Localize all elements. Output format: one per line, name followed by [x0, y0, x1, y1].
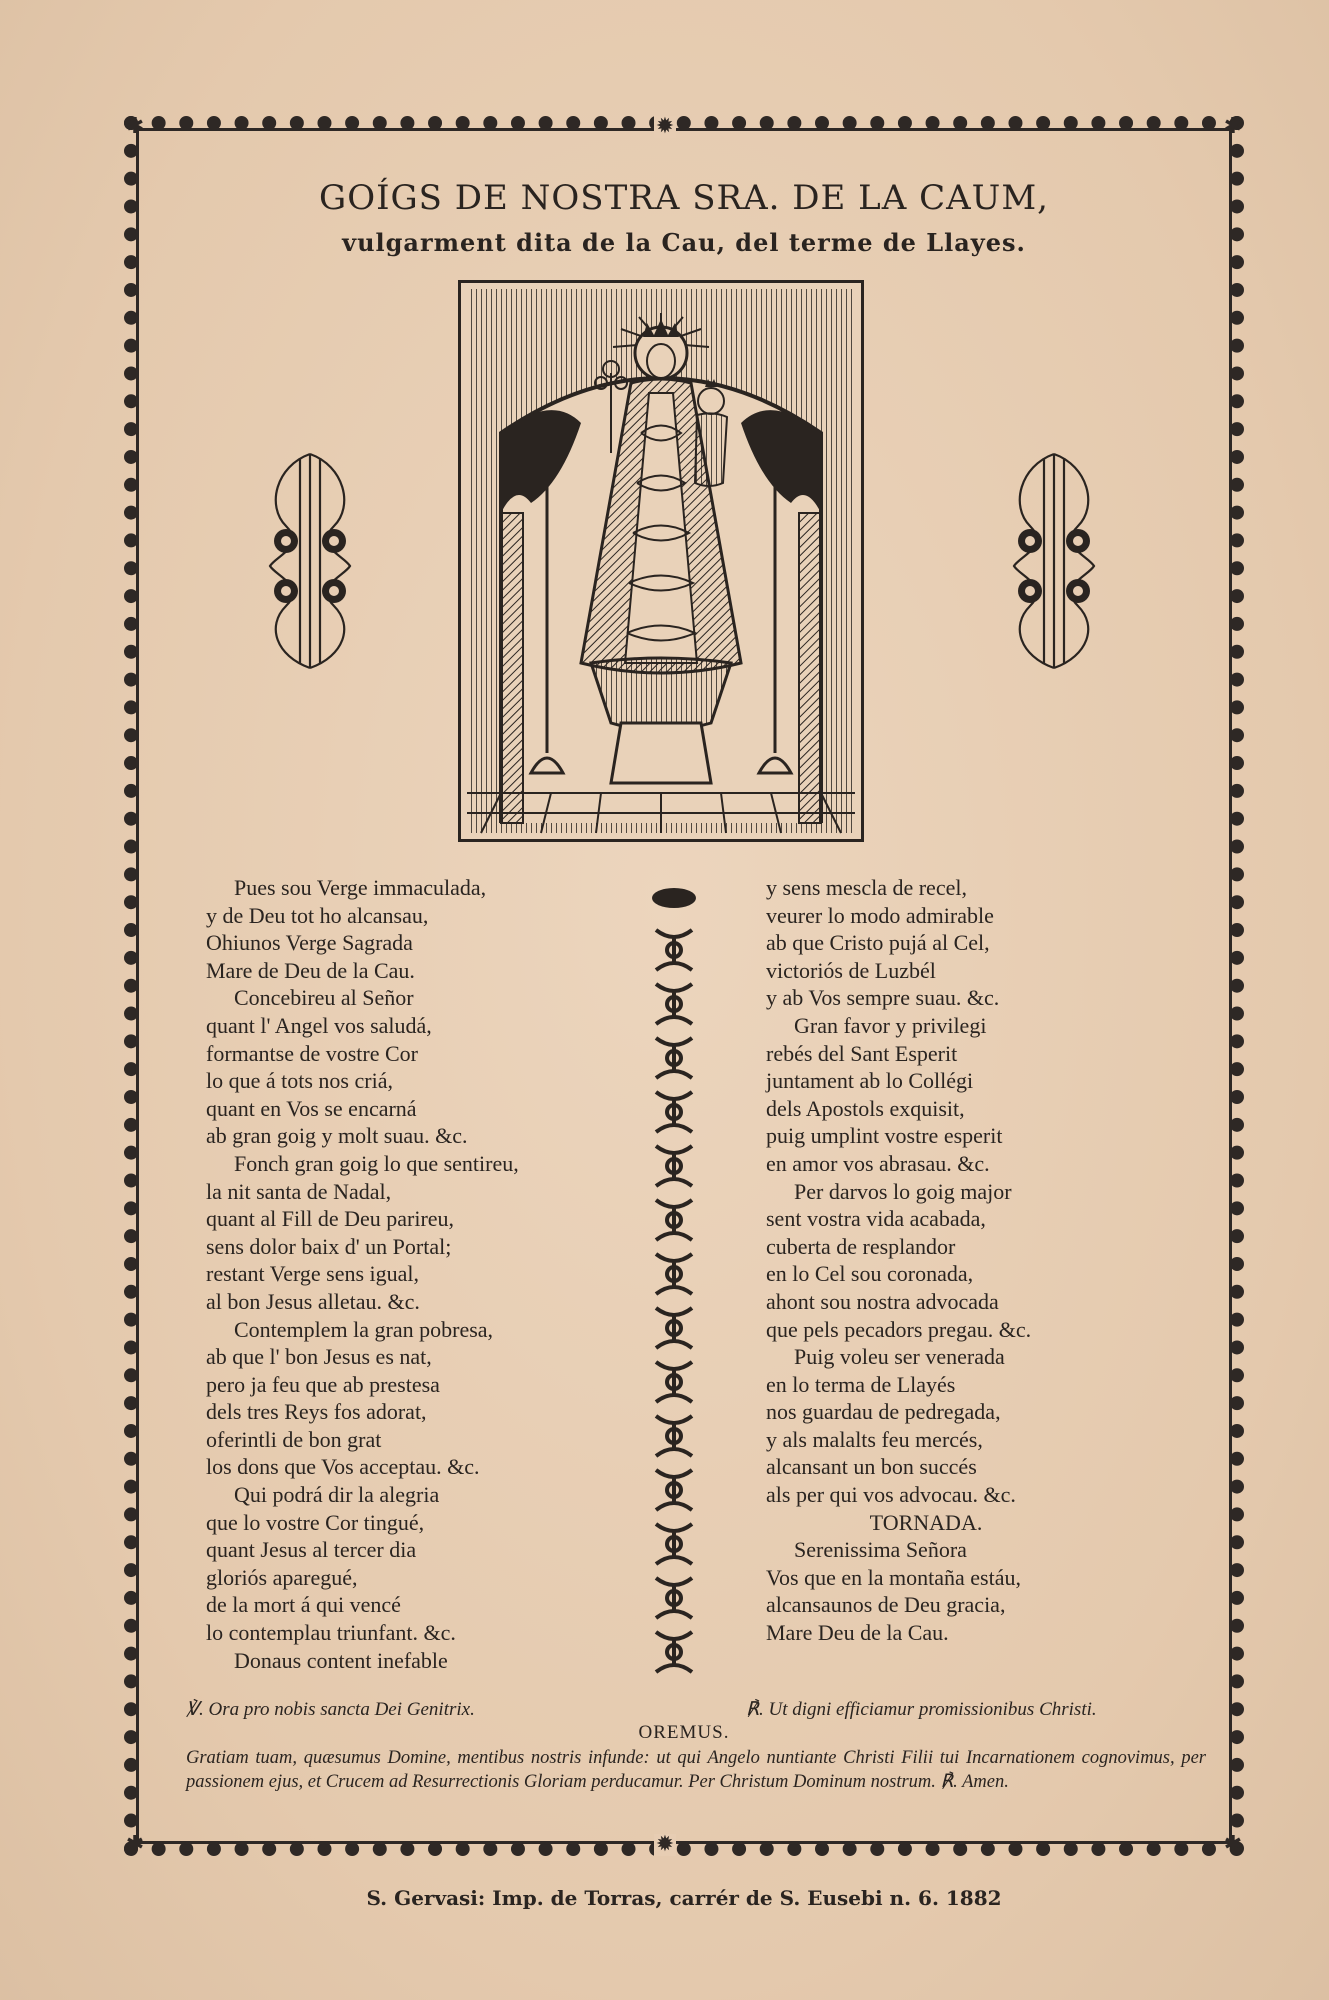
poem-line: lo que á tots nos criá, [206, 1068, 393, 1094]
poem-line: Contemplem la gran pobresa, [234, 1316, 494, 1342]
poem-line: lo contemplau triunfant. &c. [206, 1620, 456, 1646]
versicle: ℣. Ora pro nobis sancta Dei Genitrix. [186, 1699, 475, 1720]
poem-line: Puig voleu ser venerada [794, 1344, 1005, 1370]
oremus-heading: OREMUS. [638, 1722, 730, 1743]
poem-line: restant Verge sens igual, [206, 1261, 420, 1287]
poem-line: victoriós de Luzbél [766, 957, 936, 983]
poem-line: veurer lo modo admirable [766, 902, 994, 928]
poem-line: en lo Cel sou coronada, [766, 1261, 974, 1287]
column-divider-ornament [648, 880, 700, 1675]
poem-line: puig umplint vostre esperit [766, 1123, 1003, 1149]
corner-ornament: ✱ [1223, 114, 1243, 139]
poem-right-column [766, 874, 1086, 1647]
response: ℟. Ut digni efficiamur promissionibus Christi. [746, 1699, 1097, 1720]
poem-line: Mare de Deu de la Cau. [206, 957, 415, 983]
poem-line: ahont sou nostra advocada [766, 1288, 999, 1314]
right-flourish-ornament [1000, 446, 1108, 676]
closing-prayer: Gratiam tuam, quæsumus Domine, mentibus nostris infunde: ut qui Angelo nuntiante Christi Filii tui Incarnationem cognovimus, per passionem ejus, et Crucem ad Resurrectionis Gloriam perducamur. Per Christum Dominum nostrum. ℟. Amen. [186, 1748, 1206, 1792]
poem-line: Mare Deu de la Cau. [766, 1620, 949, 1646]
poem-line: dels tres Reys fos adorat, [206, 1399, 427, 1425]
poem-line: Gran favor y privilegi [794, 1012, 987, 1038]
printer-imprint: S. Gervasi: Imp. de Torras, carrér de S. Eusebi n. 6. 1882 [366, 1886, 1002, 1910]
corner-ornament: ✱ [1223, 1832, 1243, 1857]
left-flourish-ornament [256, 446, 364, 676]
poem-line: de la mort á qui vencé [206, 1592, 401, 1618]
poem-line: Vos que en la montaña estáu, [766, 1564, 1021, 1590]
page-subtitle: vulgarment dita de la Cau, del terme de Llayes. [342, 228, 1026, 257]
poem-line: y ab Vos sempre suau. &c. [766, 985, 1000, 1011]
poem-line: pero ja feu que ab prestesa [206, 1371, 440, 1397]
virgin-and-child-woodcut [458, 280, 864, 842]
poem-line: y de Deu tot ho alcansau, [206, 902, 429, 928]
poem-line: que lo vostre Cor tingué, [206, 1509, 425, 1535]
poem-line: alcansaunos de Deu gracia, [766, 1592, 1006, 1618]
poem-line: rebés del Sant Esperit [766, 1040, 958, 1066]
poem-line: nos guardau de pedregada, [766, 1399, 1001, 1425]
page-title: GOÍGS DE NOSTRA SRA. DE LA CAUM, [319, 178, 1049, 218]
poem-line: Concebireu al Señor [234, 985, 414, 1011]
poem-line: en amor vos abrasau. &c. [766, 1150, 990, 1176]
corner-ornament: ✱ [125, 114, 145, 139]
poem-line: quant al Fill de Deu parireu, [206, 1206, 455, 1232]
poem-line: dels Apostols exquisit, [766, 1095, 965, 1121]
poem-line: al bon Jesus alletau. &c. [206, 1288, 420, 1314]
poem-line: quant l' Angel vos saludá, [206, 1012, 432, 1038]
poem-line: sens dolor baix d' un Portal; [206, 1233, 452, 1259]
poem-line: Serenissima Señora [794, 1537, 967, 1563]
poem-line: gloriós aparegué, [206, 1564, 358, 1590]
poem-left-column [206, 874, 519, 1674]
poem-line: sent vostra vida acabada, [766, 1206, 986, 1232]
poem-line: Qui podrá dir la alegria [234, 1482, 440, 1508]
poem-line: quant Jesus al tercer dia [206, 1537, 417, 1563]
poem-line: Per darvos lo goig major [794, 1178, 1012, 1204]
poem-line: juntament ab lo Collégi [766, 1068, 974, 1094]
poem-line: TORNADA. [869, 1509, 983, 1535]
poem-line: Pues sou Verge immaculada, [234, 875, 487, 900]
corner-ornament: ✱ [125, 1832, 145, 1857]
poem-line: y als malalts feu mercés, [766, 1426, 983, 1452]
poem-line: Donaus content inefable [234, 1647, 448, 1673]
poem-line: ab que Cristo pujá al Cel, [766, 930, 990, 956]
poem-line: als per qui vos advocau. &c. [766, 1482, 1016, 1508]
poem-line: en lo terma de Llayés [766, 1371, 956, 1397]
poem-line: la nit santa de Nadal, [206, 1178, 392, 1204]
poem-line: formantse de vostre Cor [206, 1040, 418, 1066]
poem-line: quant en Vos se encarná [206, 1095, 417, 1121]
poem-line: cuberta de resplandor [766, 1233, 956, 1259]
poem-line: ab que l' bon Jesus es nat, [206, 1344, 432, 1370]
poem-line: Ohiunos Verge Sagrada [206, 930, 413, 956]
poem-line: ab gran goig y molt suau. &c. [206, 1123, 468, 1149]
poem-line: los dons que Vos acceptau. &c. [206, 1454, 480, 1480]
poem-line: que pels pecadors pregau. &c. [766, 1316, 1032, 1342]
poem-line: alcansant un bon succés [766, 1454, 977, 1480]
top-center-ornament: ✹ [655, 114, 675, 139]
poem-line: oferintli de bon grat [206, 1426, 382, 1452]
bottom-center-ornament: ✹ [655, 1832, 675, 1857]
poem-line: Fonch gran goig lo que sentireu, [234, 1150, 519, 1176]
poem-line: y sens mescla de recel, [766, 875, 967, 900]
